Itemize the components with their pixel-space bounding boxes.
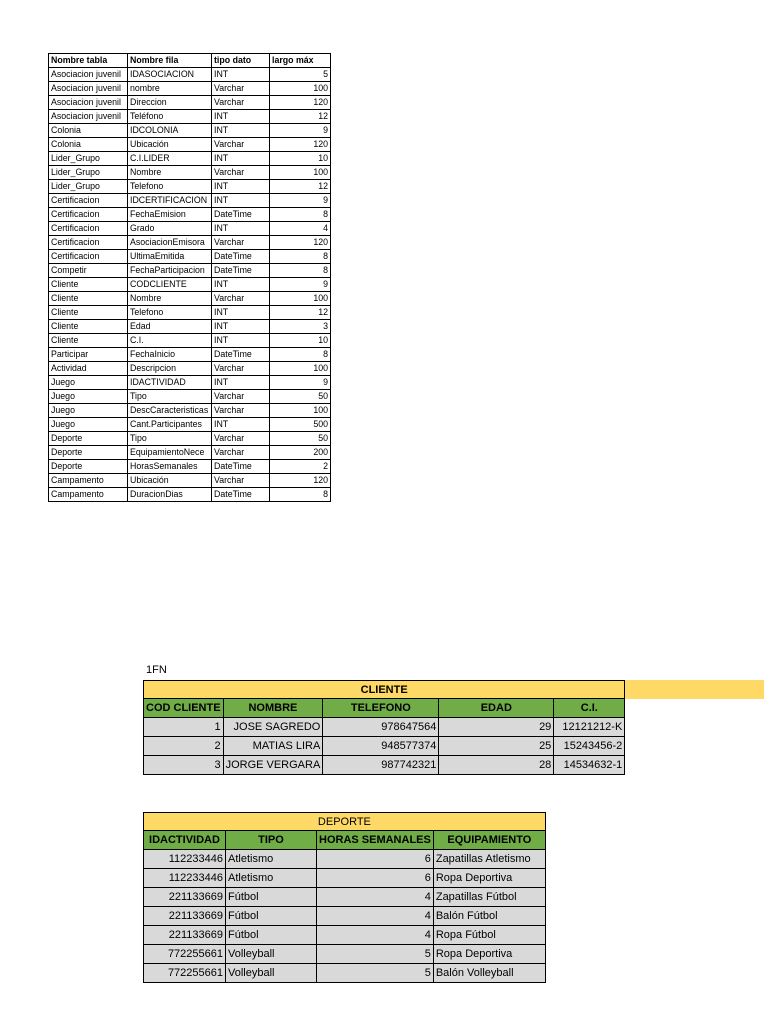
table-cell: EquipamientoNece (128, 446, 212, 460)
table-cell: 4 (317, 888, 434, 907)
table-cell: Descripcion (128, 362, 212, 376)
header-nombre-fila: Nombre fila (128, 54, 212, 68)
cliente-title: CLIENTE (144, 681, 625, 699)
table-cell: 12 (270, 306, 331, 320)
table-cell: Zapatillas Atletismo (433, 850, 545, 869)
table-row (49, 194, 331, 208)
table-cell: 100 (270, 166, 331, 180)
table-cell: IDCERTIFICACION (128, 194, 212, 208)
table-cell: DateTime (212, 348, 270, 362)
table-cell: Juego (49, 404, 128, 418)
table-cell: Asociacion juvenil (49, 110, 128, 124)
table-cell: Edad (128, 320, 212, 334)
table-cell: JOSE SAGREDO (223, 718, 323, 737)
deporte-title-row (144, 813, 546, 831)
table-cell: Nombre (128, 292, 212, 306)
table-cell: INT (212, 180, 270, 194)
table-cell: Tipo (128, 390, 212, 404)
table-cell: Deporte (49, 446, 128, 460)
table-cell: 50 (270, 390, 331, 404)
table-cell: Teléfono (128, 110, 212, 124)
table-cell: IDACTIVIDAD (128, 376, 212, 390)
table-cell: 978647564 (323, 718, 439, 737)
table-cell: 1 (144, 718, 224, 737)
table-cell: 200 (270, 446, 331, 460)
table-cell: 10 (270, 334, 331, 348)
table-cell: DateTime (212, 488, 270, 502)
table-cell: INT (212, 334, 270, 348)
table-cell: Varchar (212, 236, 270, 250)
table-cell: 8 (270, 348, 331, 362)
table-cell: Fútbol (226, 907, 317, 926)
table-cell: HorasSemanales (128, 460, 212, 474)
table-row (144, 964, 546, 983)
header-tipo-dato: tipo dato (212, 54, 270, 68)
table-cell: INT (212, 68, 270, 82)
table-cell: Varchar (212, 292, 270, 306)
table-cell: Campamento (49, 488, 128, 502)
table-cell: 4 (270, 222, 331, 236)
cliente-table (143, 680, 764, 775)
deporte-title: DEPORTE (144, 813, 546, 831)
table-cell: INT (212, 124, 270, 138)
table-cell: Varchar (212, 362, 270, 376)
table-cell: JORGE VERGARA (223, 756, 323, 775)
table-cell: Tipo (128, 432, 212, 446)
table-cell: 221133669 (144, 888, 226, 907)
table-cell: Telefono (128, 306, 212, 320)
table-cell: Varchar (212, 166, 270, 180)
table-cell: Juego (49, 376, 128, 390)
table-row (49, 236, 331, 250)
table-cell: Campamento (49, 474, 128, 488)
table-cell: FechaParticipacion (128, 264, 212, 278)
table-row (144, 850, 546, 869)
table-cell: 772255661 (144, 945, 226, 964)
table-cell: Asociacion juvenil (49, 68, 128, 82)
table-row (49, 180, 331, 194)
table-cell: DateTime (212, 460, 270, 474)
table-cell: 14534632-1 (554, 756, 625, 775)
table-cell: C.I.LIDER (128, 152, 212, 166)
table-row (49, 348, 331, 362)
table-cell: Volleyball (226, 964, 317, 983)
table-row (49, 292, 331, 306)
table-row (49, 376, 331, 390)
header-nombre-tabla: Nombre tabla (49, 54, 128, 68)
table-row (49, 404, 331, 418)
table-cell: Direccion (128, 96, 212, 110)
table-cell: Varchar (212, 138, 270, 152)
deporte-table (143, 812, 546, 983)
table-row (49, 110, 331, 124)
table-row (49, 320, 331, 334)
table-cell: Volleyball (226, 945, 317, 964)
table-cell: 6 (317, 869, 434, 888)
table-row (49, 460, 331, 474)
table-cell: IDCOLONIA (128, 124, 212, 138)
table-cell: Fútbol (226, 888, 317, 907)
section-label-1fn: 1FN (146, 664, 167, 676)
table-cell: Atletismo (226, 869, 317, 888)
table-cell: INT (212, 376, 270, 390)
table-cell: 100 (270, 404, 331, 418)
table-cell: 5 (317, 945, 434, 964)
table-row (49, 278, 331, 292)
table-row (49, 138, 331, 152)
table-row (49, 222, 331, 236)
header-largo-max: largo máx (270, 54, 331, 68)
table-cell: Certificacion (49, 194, 128, 208)
table-cell: Deporte (49, 460, 128, 474)
table-cell: Certificacion (49, 208, 128, 222)
header-idactividad: IDACTIVIDAD (144, 831, 226, 850)
table-cell: Certificacion (49, 222, 128, 236)
table-cell: Grado (128, 222, 212, 236)
table-row (49, 362, 331, 376)
cliente-header-row (144, 699, 764, 718)
table-row (49, 124, 331, 138)
table-cell: 2 (270, 460, 331, 474)
table-cell: 25 (439, 737, 554, 756)
table-cell: Varchar (212, 446, 270, 460)
table-cell: Actividad (49, 362, 128, 376)
table-cell: Ubicación (128, 138, 212, 152)
table-cell: 948577374 (323, 737, 439, 756)
table-row (144, 907, 546, 926)
table-cell: Cliente (49, 334, 128, 348)
table-cell: 100 (270, 82, 331, 96)
table-row (49, 264, 331, 278)
table-cell: Lider_Grupo (49, 180, 128, 194)
table-row (49, 488, 331, 502)
table-cell: INT (212, 278, 270, 292)
table-cell: 8 (270, 264, 331, 278)
table-cell: 500 (270, 418, 331, 432)
table-cell: 4 (317, 926, 434, 945)
table-row (49, 96, 331, 110)
table-row (144, 926, 546, 945)
table-cell: Ropa Deportiva (433, 869, 545, 888)
table-row (144, 756, 764, 775)
table-cell: Varchar (212, 474, 270, 488)
table-row (49, 306, 331, 320)
table-cell: nombre (128, 82, 212, 96)
table-row (144, 945, 546, 964)
table-cell: DateTime (212, 264, 270, 278)
table-cell: Balón Volleyball (433, 964, 545, 983)
table-cell: Cant.Participantes (128, 418, 212, 432)
cliente-title-fill (625, 681, 764, 699)
table-cell: 9 (270, 278, 331, 292)
table-row (49, 82, 331, 96)
table-cell: Cliente (49, 292, 128, 306)
table-row (49, 208, 331, 222)
table-cell: DuracionDias (128, 488, 212, 502)
header-horas-semanales: HORAS SEMANALES (317, 831, 434, 850)
table-row (144, 737, 764, 756)
table-cell: Participar (49, 348, 128, 362)
table-cell: Varchar (212, 404, 270, 418)
table-cell: 221133669 (144, 926, 226, 945)
table-cell: 987742321 (323, 756, 439, 775)
table-cell: 120 (270, 474, 331, 488)
table-cell: INT (212, 194, 270, 208)
table-cell: Zapatillas Fútbol (433, 888, 545, 907)
table-cell: IDASOCIACION (128, 68, 212, 82)
table-row (49, 390, 331, 404)
table-cell: 100 (270, 362, 331, 376)
table-cell: 12121212-K (554, 718, 625, 737)
table-cell: 112233446 (144, 850, 226, 869)
table-cell: 12 (270, 110, 331, 124)
table-cell: 9 (270, 376, 331, 390)
table-cell: 4 (317, 907, 434, 926)
table-cell: INT (212, 222, 270, 236)
table-row (144, 869, 546, 888)
table-cell: INT (212, 306, 270, 320)
table-cell: DateTime (212, 250, 270, 264)
table-cell: 120 (270, 138, 331, 152)
table-cell: Certificacion (49, 250, 128, 264)
table-row (49, 68, 331, 82)
table-cell: INT (212, 110, 270, 124)
table-cell: Atletismo (226, 850, 317, 869)
table-cell: Juego (49, 418, 128, 432)
table-cell: 100 (270, 292, 331, 306)
table-row (49, 418, 331, 432)
table-cell: Competir (49, 264, 128, 278)
table-cell: Juego (49, 390, 128, 404)
table-cell: Varchar (212, 96, 270, 110)
table-row (144, 888, 546, 907)
deporte-header-row (144, 831, 546, 850)
table-cell: 120 (270, 96, 331, 110)
header-ci: C.I. (554, 699, 625, 718)
table-cell: UltimaEmitida (128, 250, 212, 264)
table-cell: Colonia (49, 124, 128, 138)
header-cod-cliente: COD CLIENTE (144, 699, 224, 718)
table-cell: Fútbol (226, 926, 317, 945)
table-cell: 120 (270, 236, 331, 250)
table-cell: 221133669 (144, 907, 226, 926)
schema-table (48, 53, 331, 502)
header-telefono: TELEFONO (323, 699, 439, 718)
table-cell: C.I. (128, 334, 212, 348)
table-cell: Lider_Grupo (49, 166, 128, 180)
table-cell: Lider_Grupo (49, 152, 128, 166)
table-cell: 12 (270, 180, 331, 194)
table-cell: Ubicación (128, 474, 212, 488)
table-row (49, 166, 331, 180)
table-cell: 2 (144, 737, 224, 756)
table-cell: Balón Fútbol (433, 907, 545, 926)
table-cell: 50 (270, 432, 331, 446)
table-cell: FechaEmision (128, 208, 212, 222)
table-cell: 6 (317, 850, 434, 869)
table-cell: Nombre (128, 166, 212, 180)
table-cell: 5 (270, 68, 331, 82)
table-row (49, 152, 331, 166)
table-cell: Ropa Deportiva (433, 945, 545, 964)
table-cell: 8 (270, 488, 331, 502)
table-cell: CODCLIENTE (128, 278, 212, 292)
table-cell: 8 (270, 250, 331, 264)
header-equipamiento: EQUIPAMIENTO (433, 831, 545, 850)
header-edad: EDAD (439, 699, 554, 718)
table-cell: Asociacion juvenil (49, 96, 128, 110)
table-cell: 5 (317, 964, 434, 983)
table-cell: AsociacionEmisora (128, 236, 212, 250)
table-row (49, 334, 331, 348)
table-cell: Cliente (49, 278, 128, 292)
table-cell: MATIAS LIRA (223, 737, 323, 756)
table-cell: INT (212, 418, 270, 432)
table-cell: Cliente (49, 320, 128, 334)
table-row (49, 250, 331, 264)
table-cell: 772255661 (144, 964, 226, 983)
table-cell: 112233446 (144, 869, 226, 888)
table-cell: FechaInicio (128, 348, 212, 362)
table-cell: 15243456-2 (554, 737, 625, 756)
header-nombre: NOMBRE (223, 699, 323, 718)
table-cell: Colonia (49, 138, 128, 152)
cliente-title-row (144, 681, 764, 699)
table-cell: 28 (439, 756, 554, 775)
table-cell: Deporte (49, 432, 128, 446)
table-row (49, 432, 331, 446)
table-cell: 9 (270, 194, 331, 208)
table-cell: Asociacion juvenil (49, 82, 128, 96)
table-cell: 9 (270, 124, 331, 138)
table-cell: Varchar (212, 390, 270, 404)
table-cell: Varchar (212, 82, 270, 96)
header-tipo: TIPO (226, 831, 317, 850)
table-cell: 8 (270, 208, 331, 222)
table-cell: Varchar (212, 432, 270, 446)
table-cell: DateTime (212, 208, 270, 222)
table-cell: DescCaracteristicas (128, 404, 212, 418)
table-cell: 29 (439, 718, 554, 737)
table-cell: INT (212, 152, 270, 166)
table-cell: 3 (270, 320, 331, 334)
table-row (49, 446, 331, 460)
schema-header-row (49, 54, 331, 68)
table-cell: 3 (144, 756, 224, 775)
table-cell: Certificacion (49, 236, 128, 250)
table-cell: Telefono (128, 180, 212, 194)
table-cell: Ropa Fútbol (433, 926, 545, 945)
table-row (144, 718, 764, 737)
table-row (49, 474, 331, 488)
table-cell: INT (212, 320, 270, 334)
table-cell: 10 (270, 152, 331, 166)
table-cell: Cliente (49, 306, 128, 320)
